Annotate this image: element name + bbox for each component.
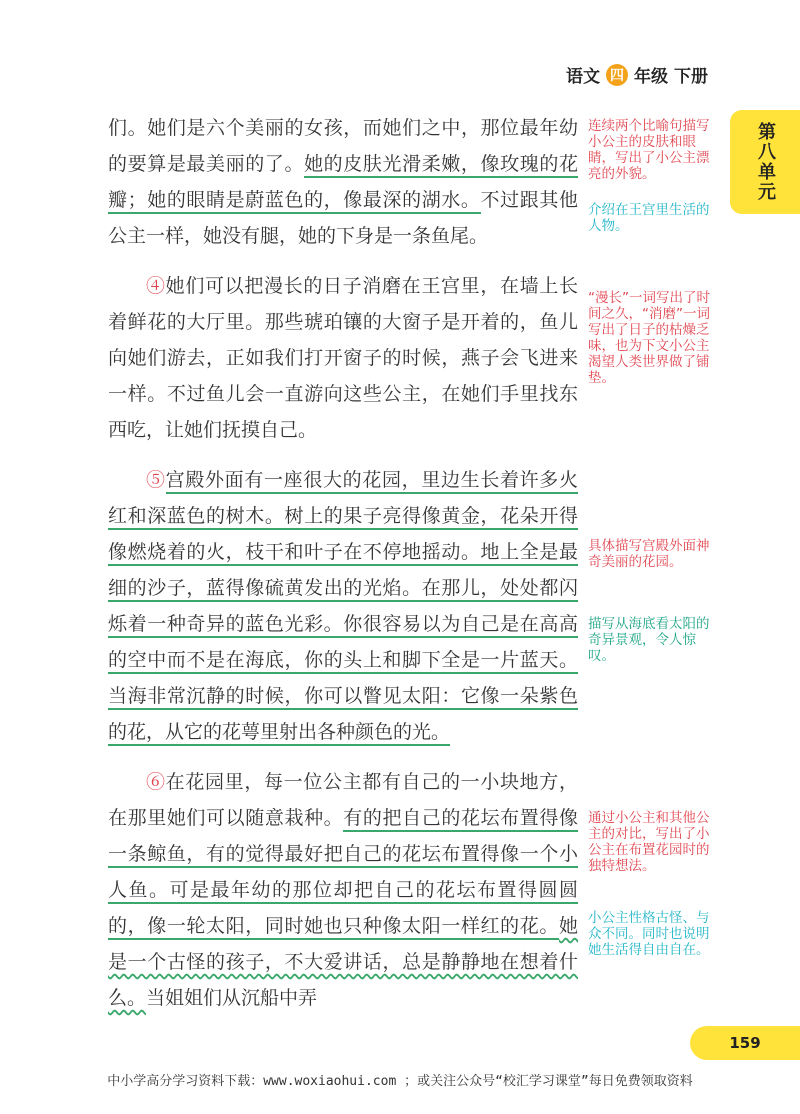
paragraph-number: ⑥ [146,771,166,793]
margin-note-5: 描写从海底看太阳的奇异景观，令人惊叹。 [588,616,710,664]
margin-note-2: 介绍在王宫里生活的人物。 [588,202,710,234]
paragraph-5 [108,462,578,750]
margin-note-7: 小公主性格古怪、与众不同。同时也说明她生活得自由自在。 [588,910,710,958]
unit-tab-label: 第八单元 [755,122,776,202]
margin-note-4: 具体描写宫殿外面神奇美丽的花园。 [588,538,710,570]
paragraph-4: ④她们可以把漫长的日子消磨在王宫里，在墙上长着鲜花的大厅里。那些琥珀镶的大窗子是开着的，鱼儿向她们游去，正如我们打开窗子的时候，燕子会飞进来一样。不过鱼儿会一直游向这些公主，在她们手里找东西吃，让她们抚摸自己。 [108,275,578,441]
page-header [566,62,708,87]
underlined-sentence: 你很容易以为自己是在高高的空中而不是在海底，你的头上和脚下全是一片蓝天。当海非常沉静的时候，你可以瞥见太阳：它像一朵紫色的花，从它的花萼里射出各种颜色的光。 [108,613,578,746]
paragraph-6: ⑥在花园里，每一位公主都有自己的一小块地方，在那里她们可以随意栽种。有的把自己的花坛布置得像一条鲸鱼，有的觉得最好把自己的花坛布置得像一个小人鱼。可是最年幼的那位却把自己的花坛布置得圆圆的，像一轮太阳，同时她也只种像太阳一样红的花。她是一个古怪的孩子，不大爱讲话，总是静静地在想着什么。当姐姐们从沉船中弄 [108,771,578,1009]
unit-tab [730,110,800,214]
paragraph-number: ⑤ [146,469,166,491]
grade-label: 年级 [634,67,668,87]
page-number: 159 [690,1026,800,1060]
subject-label: 语文 [566,67,600,87]
margin-note-3: “漫长”一词写出了时间之久，“消磨”一词写出了日子的枯燥乏味，也为下文小公主渴望人类世界做了铺垫。 [588,290,710,386]
paragraph-1: 们。她们是六个美丽的女孩，而她们之中，那位最年幼的要算是最美丽的了。她的皮肤光滑柔嫩，像玫瑰的花瓣；她的眼睛是蔚蓝色的，像最深的湖水。不过跟其他公主一样，她没有腿，她的下身是一条鱼尾。 [108,117,578,247]
underlined-sentence: 有的把自己的花坛布置得像一条鲸鱼，有的觉得最好把自己的花坛布置得像一个小人鱼。 [108,807,578,904]
margin-note-6: 通过小公主和其他公主的对比，写出了小公主在布置花园时的独特想法。 [588,810,710,874]
margin-note-1: 连续两个比喻句描写小公主的皮肤和眼睛，写出了小公主漂亮的外貌。 [588,118,710,182]
grade-badge: 四 [606,64,628,86]
paragraph-number: ④ [146,275,166,297]
volume-label: 下册 [674,67,708,87]
body-text [108,110,578,1030]
wavy-underlined-sentence: 她是一个古怪的孩子，不大爱讲话，总是静静地在想着什么。 [108,915,578,1009]
underlined-sentence: 她的皮肤光滑柔嫩，像玫瑰的花瓣；她的眼睛是蔚蓝色的，像最深的湖水。 [108,153,578,214]
footer-text: 中小学高分学习资料下载：www.woxiaohui.com ；或关注公众号“校汇学习课堂”每日免费领取资料 [107,1074,693,1089]
underlined-sentence: 宫殿外面有一座很大的花园，里边生长着许多火红和深蓝色的树木。树上的果子亮得像黄金，花朵开得像燃烧着的火，枝干和叶子在不停地摇动。地上全是最细的沙子，蓝得像硫黄发出的光焰。在那儿，处处都闪烁着一种奇异的蓝色光彩。 [108,469,578,638]
underlined-sentence: 可是最年幼的那位却把自己的花坛布置得圆圆的，像一轮太阳，同时她也只种像太阳一样红的花。 [108,879,578,940]
